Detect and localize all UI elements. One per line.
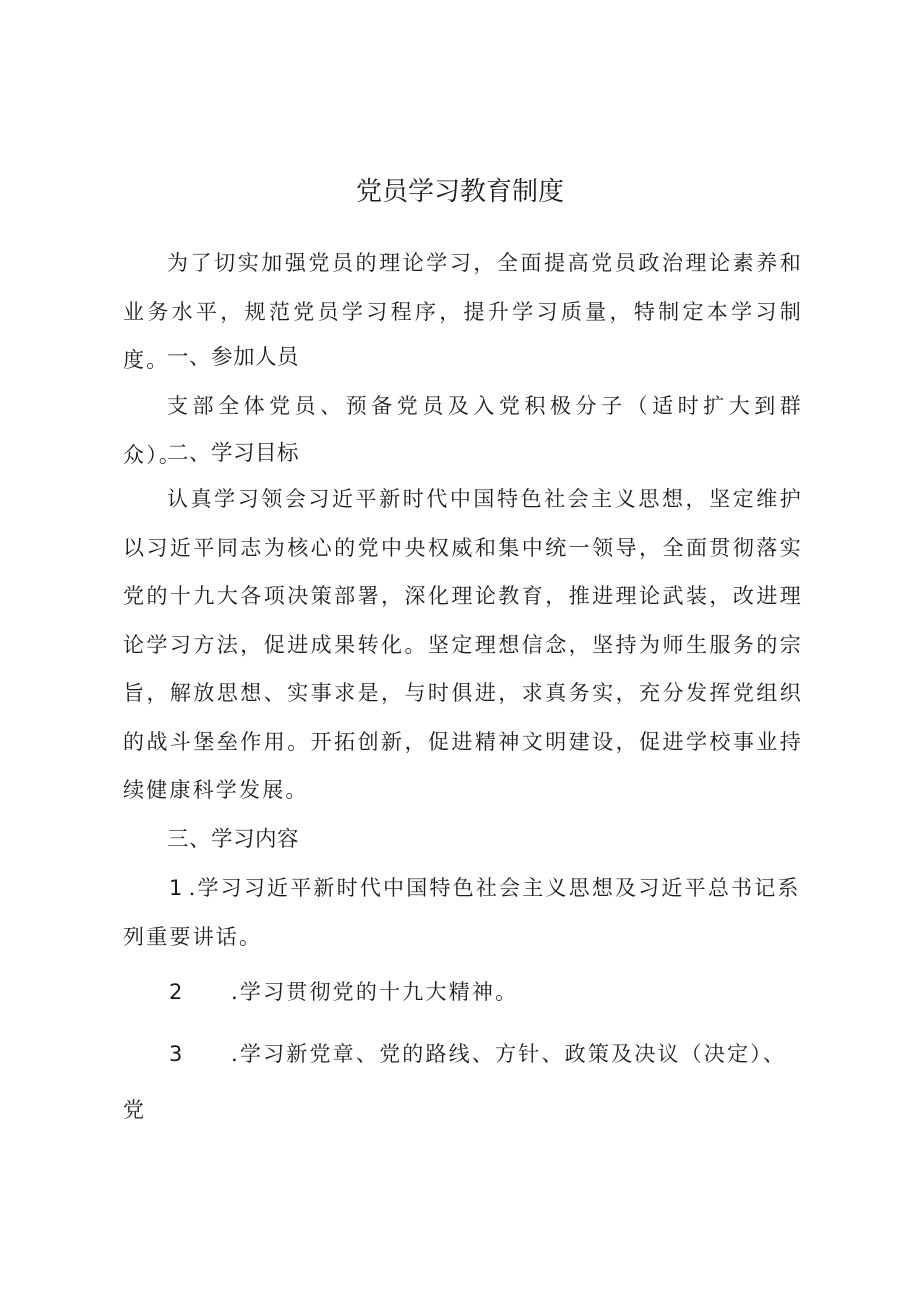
section-heading-goals: 二、学习目标 (167, 441, 300, 466)
content-item-2 (123, 968, 803, 1017)
document-title: 党员学习教育制度 (355, 177, 564, 207)
trailing-fragment: 党 (123, 1098, 147, 1122)
content-item-text: .学习贯彻党的十九大精神。 (231, 980, 519, 1004)
content-item-number: 3 (169, 1042, 185, 1066)
section-heading-participants: 一、参加人员 (167, 345, 300, 370)
section-heading-content: 三、学习内容 (167, 827, 300, 852)
section-body-participants: 支部全体党员、预备党员及入党积极分子（适时扩大到群众）。 (123, 394, 803, 467)
content-item-number: 2 (169, 980, 185, 1004)
content-item-number: 1 (169, 876, 185, 900)
content-item-text: .学习新党章、党的路线、方针、政策及决议（决定）、 (231, 1042, 787, 1066)
content-item-1 (123, 864, 803, 961)
content-item-3 (123, 1030, 803, 1079)
content-item-text: .学习习近平新时代中国特色社会主义思想及习近平总书记系列重要讲话。 (123, 876, 801, 949)
intro-paragraph: 为了切实加强党员的理论学习，全面提高党员政治理论素养和业务水平，规范党员学习程序，提升学习质量，特制定本学习制度。 (123, 251, 803, 372)
section-body-goals: 认真学习领会习近平新时代中国特色社会主义思想，坚定维护以习近平同志为核心的党中央权威和集中统一领导，全面贯彻落实党的十九大各项决策部署，深化理论教育，推进理论武装，改进理论学习方法，促进成果转化。坚定理想信念，坚持为师生服务的宗旨，解放思想、实事求是，与时俱进，求真务实，充分发挥党组织的战斗堡垒作用。开拓创新，促进精神文明建设，促进学校事业持续健康科学发展。 (123, 487, 803, 802)
